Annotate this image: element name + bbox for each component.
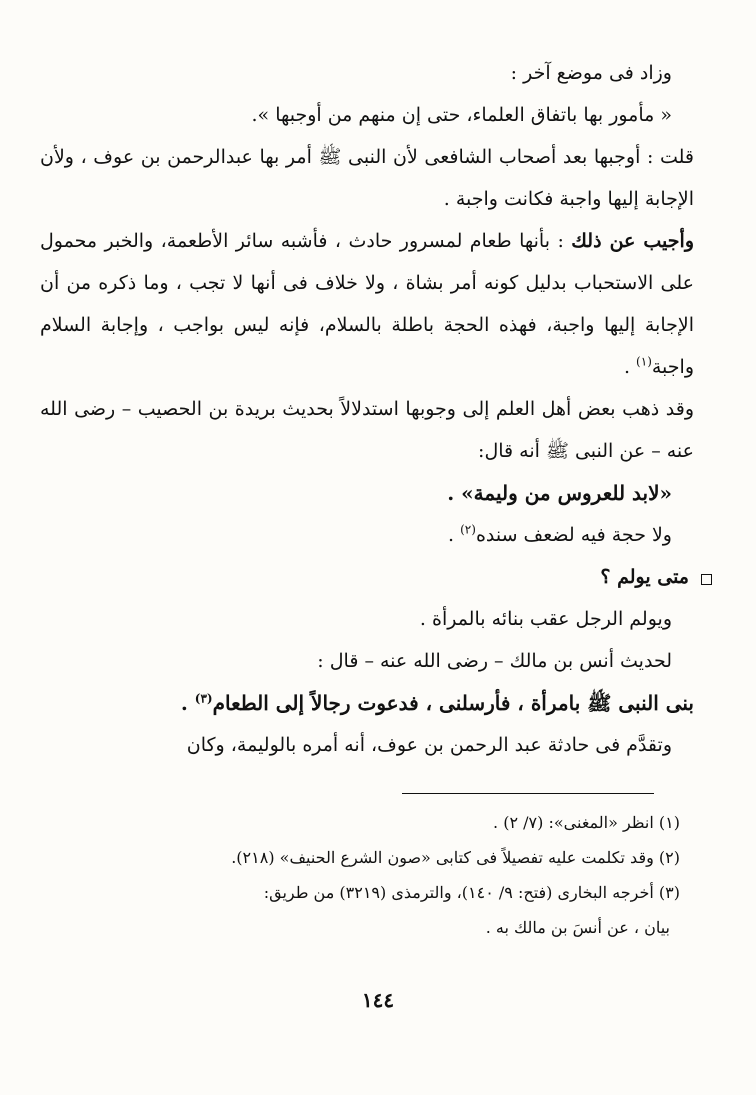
footnote-divider — [402, 793, 654, 794]
hadith-quote: بنى النبى ﷺ بامرأة ، فأرسلنى ، فدعوت رجالاً إلى الطعام$^{(٣)}$ . — [180, 691, 694, 715]
paragraph: لحديث أنس بن مالك – رضى الله عنه – قال : — [317, 650, 672, 672]
paragraph: وتقدَّم فى حادثة عبد الرحمن بن عوف، أنه أمره بالوليمة، وكان — [186, 734, 672, 756]
paragraph: قلت : أوجبها بعد أصحاب الشافعى لأن النبى ﷺ أمر بها عبدالرحمن بن عوف ، ولأن الإجابة إليها واجبة فكانت واجبة . — [40, 146, 694, 210]
paragraph: وزاد فى موضع آخر : — [510, 62, 672, 84]
hadith-quote: «لابد للعروس من وليمة» . — [447, 481, 672, 505]
footnote-ref: (١) — [636, 354, 652, 369]
bold-lead: وأجيب عن ذلك — [571, 230, 694, 252]
footnote-ref: (٢) — [460, 522, 476, 537]
footnote: (٢) وقد تكلمت عليه تفصيلاً فى كتابى «صون الشرع الحنيف» (٢١٨). — [231, 848, 680, 867]
paragraph: ويولم الرجل عقب بنائه بالمرأة . — [419, 608, 672, 630]
square-bullet-icon — [701, 574, 712, 585]
footnote: (٣) أخرجه البخارى (فتح: ٩/ ١٤٠)، والترمذى (٣٢١٩) من طريق: — [263, 883, 680, 902]
paragraph: وأجيب عن ذلك : بأنها طعام لمسرور حادث ، فأشبه سائر الأطعمة، والخبر محمول على الاستحباب بدليل كونه أمر بشاة ، ولا خلاف فى أنها لا تجب ، وما ذكره من أن الإجابة إليها واجبة، فهذه الحجة باطلة بالسلام، فإنه ليس بواجب ، وإجابة السلام واجبة$^{(١)}$ . — [40, 230, 694, 378]
footnote: (١) انظر «المغنى»: (٧/ ٢) . — [493, 813, 680, 832]
footnotes — [60, 805, 680, 945]
footnote-continuation: بيان ، عن أنسَ بن مالك به . — [485, 918, 670, 937]
paragraph: وقد ذهب بعض أهل العلم إلى وجوبها استدلالاً بحديث بريدة بن الحصيب – رضى الله عنه – عن النبى ﷺ أنه قال: — [40, 398, 694, 462]
paragraph: « مأمور بها باتفاق العلماء، حتى إن منهم من أوجبها ». — [251, 104, 672, 126]
paragraph: ولا حجة فيه لضعف سنده$^{(٢)}$ . — [448, 522, 672, 546]
footnote-ref: (٣) — [194, 691, 213, 706]
page-number: ١٤٤ — [361, 988, 395, 1012]
section-heading: متى يولم ؟ — [40, 556, 712, 598]
main-text — [40, 52, 694, 766]
